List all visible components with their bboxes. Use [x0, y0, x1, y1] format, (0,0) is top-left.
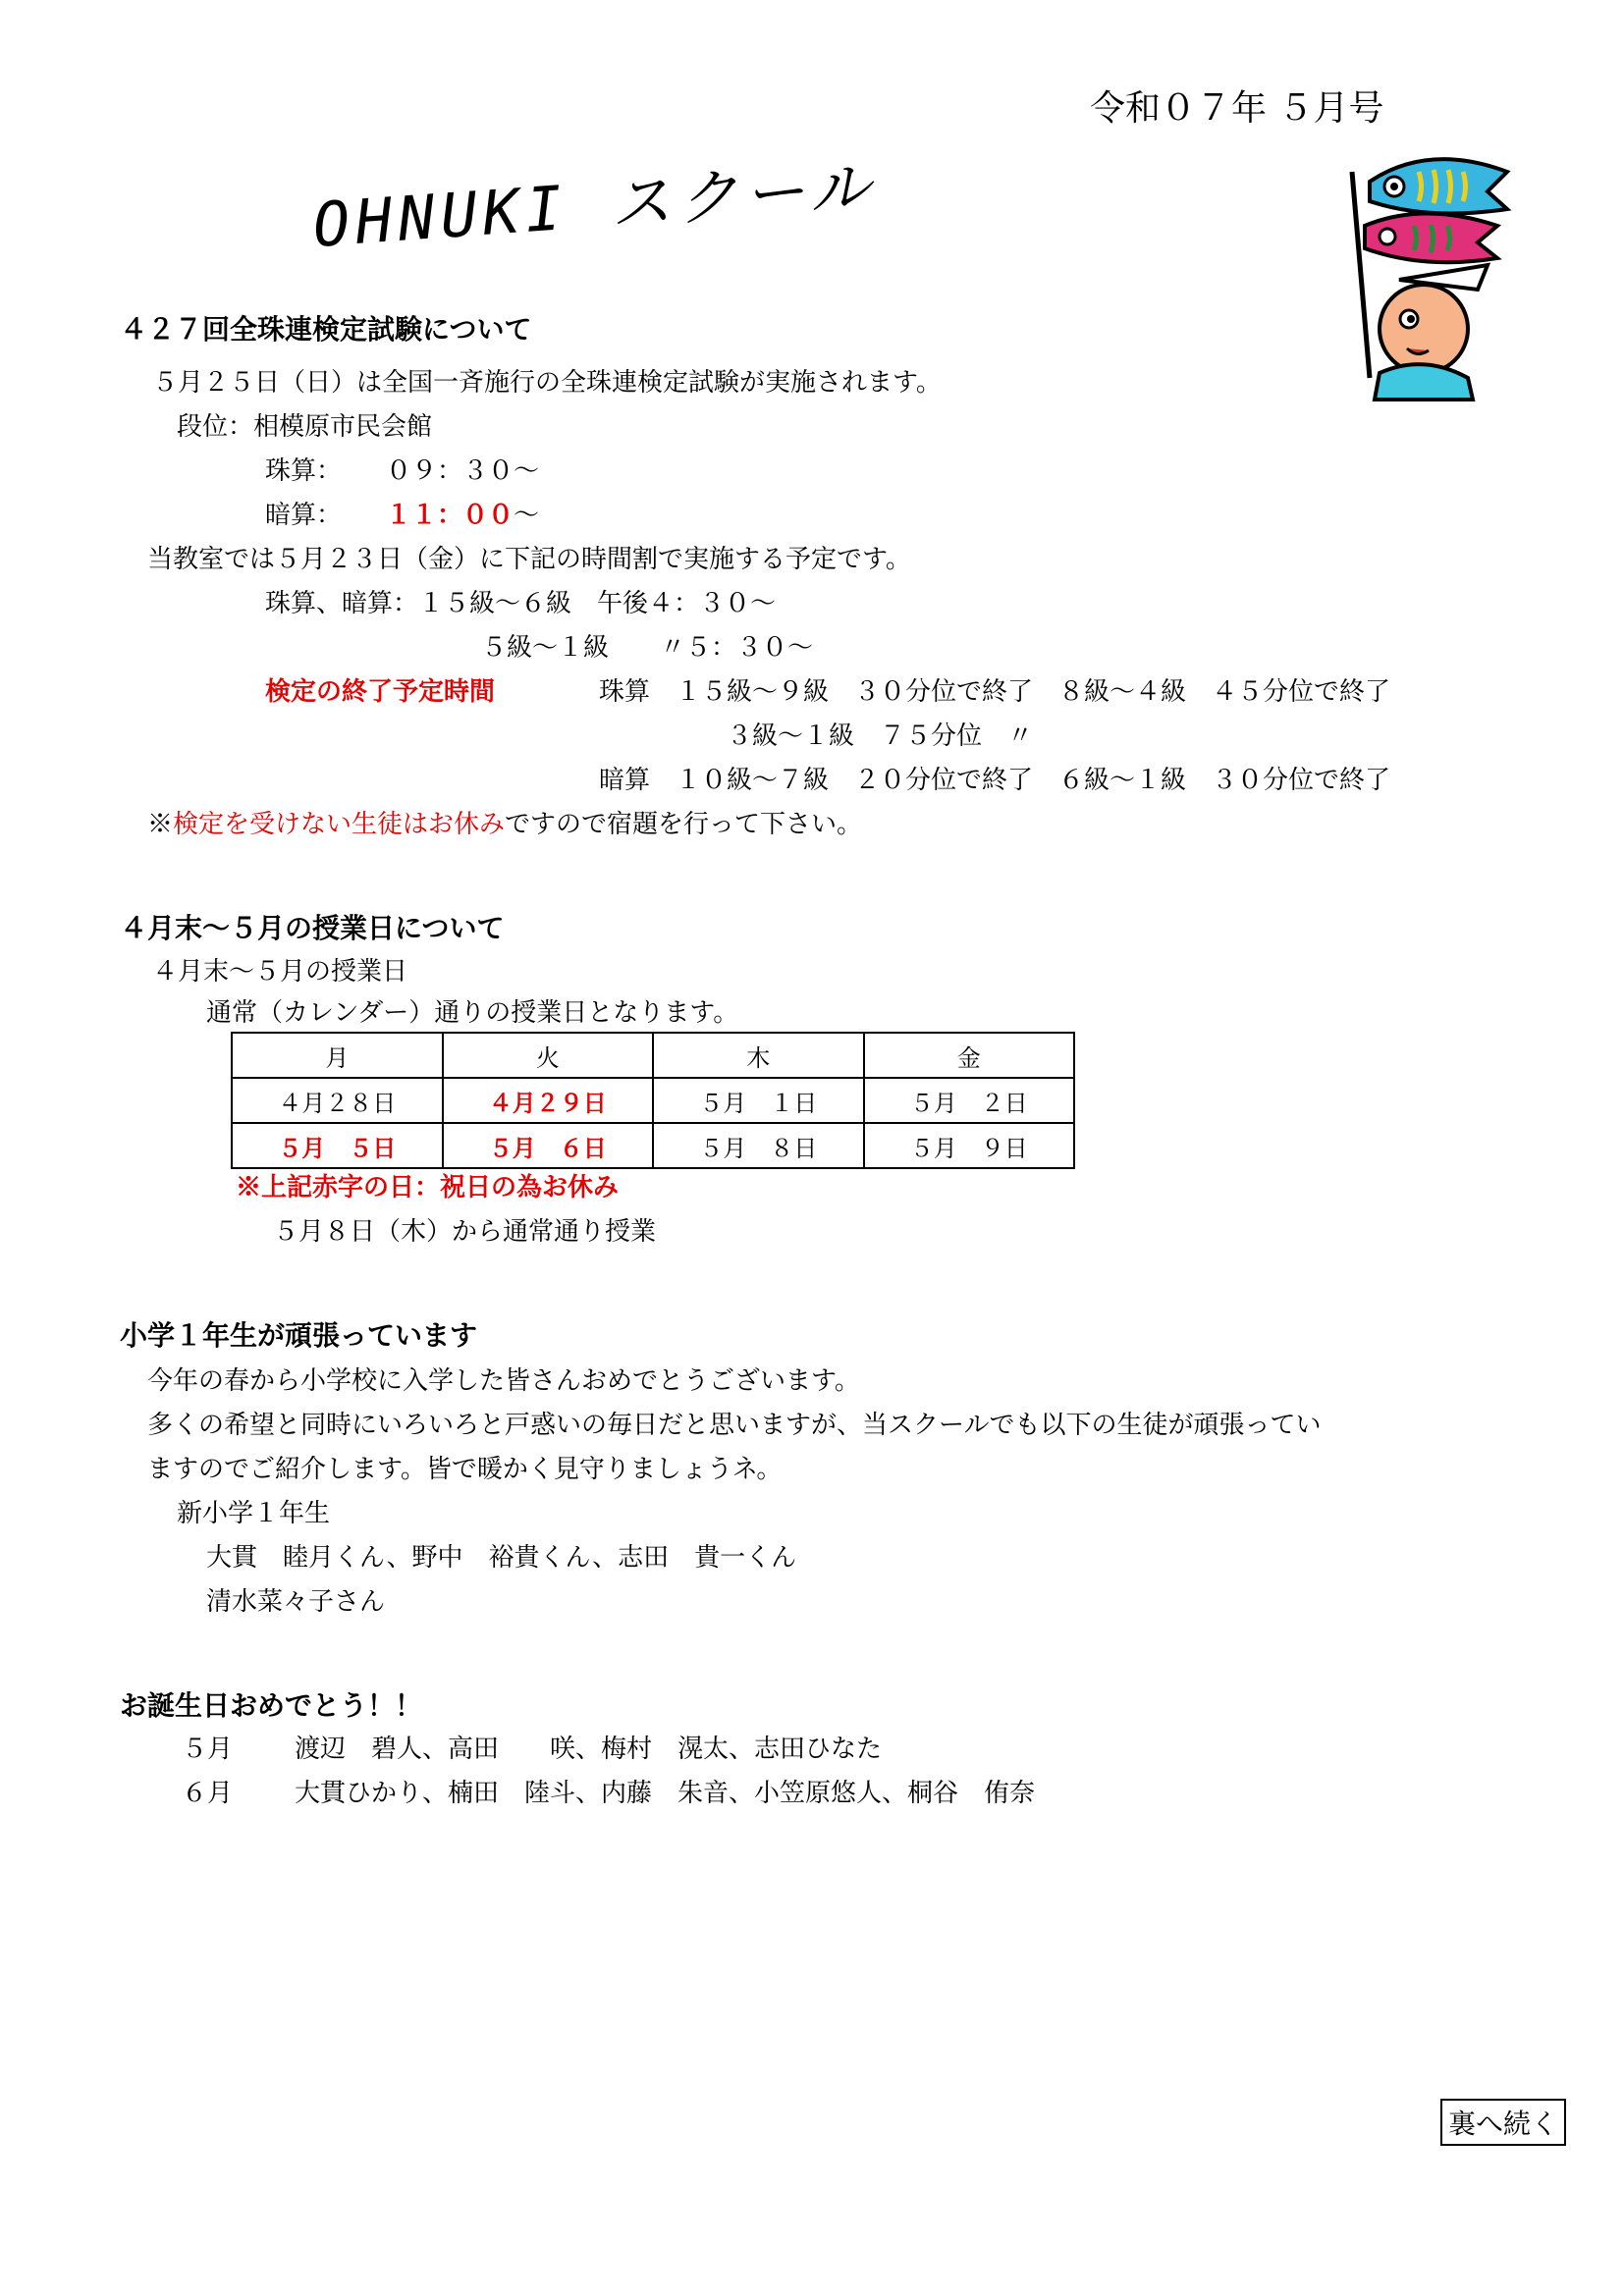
exam-note-rest: ですので宿題を行って下さい。	[505, 810, 863, 839]
exam-note-mark: ※	[147, 810, 174, 839]
exam-dan-venue: 段位：相模原市民会館	[177, 412, 433, 442]
table-cell: ５月 １日	[653, 1078, 864, 1123]
holiday-note: ※上記赤字の日：祝日の為お休み	[236, 1173, 620, 1202]
table-cell-holiday: ５月 ６日	[443, 1123, 654, 1168]
anzan-time: １１：００	[386, 501, 514, 530]
exam-note	[147, 810, 862, 839]
col-mon: 月	[232, 1033, 443, 1078]
birthday-may-names: 渡辺 碧人、高田 咲、梅村 滉太、志田ひなた	[295, 1735, 883, 1764]
first-grade-heading: 小学１年生が頑張っています	[120, 1319, 478, 1352]
classes-sub: ４月末～５月の授業日	[152, 957, 408, 987]
col-thu: 木	[653, 1033, 864, 1078]
classes-heading: ４月末～５月の授業日について	[120, 912, 505, 944]
exam-schedule-1: 珠算、暗算：１５級～６級 午後４：３０～	[265, 589, 777, 618]
first-grade-p1: 今年の春から小学校に入学した皆さんおめでとうございます。	[147, 1366, 860, 1396]
exam-anzan-time	[265, 501, 539, 530]
exam-shuzan-time	[265, 456, 539, 486]
school-logo: OHNUKI スクール	[310, 150, 879, 261]
first-grade-p2: 多くの希望と同時にいろいろと戸惑いの毎日だと思いますが、当スクールでも以下の生徒が頑張ってい	[147, 1411, 1322, 1440]
exam-local-intro: 当教室では５月２３日（金）に下記の時間割で実施する予定です。	[147, 545, 911, 574]
table-header-row	[232, 1033, 1074, 1078]
table-row	[232, 1123, 1074, 1168]
anzan-tilde: ～	[514, 501, 540, 530]
continue-on-back-label: 裏へ続く	[1440, 2099, 1566, 2146]
exam-heading: ４２７回全珠連検定試験について	[120, 313, 532, 346]
first-grade-p3: ますのでご紹介します。皆で暖かく見守りましょうネ。	[147, 1455, 783, 1484]
classes-line: 通常（カレンダー）通りの授業日となります。	[206, 998, 739, 1028]
first-grade-names-2: 清水菜々子さん	[206, 1587, 386, 1617]
table-cell: ５月 ２日	[864, 1078, 1075, 1123]
exam-end-anzan: 暗算 １０級～７級 ２０分位で終了 ６級～１級 ３０分位で終了	[599, 766, 1391, 795]
exam-end-shuzan-2: ３級～１級 ７５分位 〃	[727, 721, 1034, 751]
table-cell-holiday: ５月 ５日	[232, 1123, 443, 1168]
classes-resume: ５月８日（木）から通常通り授業	[273, 1217, 657, 1247]
table-cell: ４月２８日	[232, 1078, 443, 1123]
table-cell-holiday: ４月２９日	[443, 1078, 654, 1123]
shuzan-label: 珠算：	[265, 456, 343, 486]
class-calendar-table	[231, 1032, 1075, 1169]
first-grade-label: 新小学１年生	[177, 1499, 331, 1528]
anzan-label: 暗算：	[265, 501, 343, 530]
col-fri: 金	[864, 1033, 1075, 1078]
koinobori-boy-icon	[1340, 133, 1517, 402]
exam-intro: ５月２５日（日）は全国一斉施行の全珠連検定試験が実施されます。	[152, 368, 942, 398]
birthday-june-label: ６月	[182, 1779, 234, 1808]
birthday-may-label: ５月	[182, 1735, 234, 1764]
birthday-june-names: 大貫ひかり、楠田 陸斗、内藤 朱音、小笠原悠人、桐谷 侑奈	[295, 1779, 1036, 1808]
exam-note-red: 検定を受けない生徒はお休み	[173, 810, 506, 839]
table-cell: ５月 ９日	[864, 1123, 1075, 1168]
exam-end-label: 検定の終了予定時間	[265, 677, 496, 707]
birthday-heading: お誕生日おめでとう！！	[120, 1689, 423, 1722]
issue-date: 令和０７年 ５月号	[1090, 88, 1384, 129]
exam-schedule-2: ５級～１級 〃５：３０～	[481, 633, 814, 663]
exam-end-shuzan-1: 珠算 １５級～９級 ３０分位で終了 ８級～４級 ４５分位で終了	[599, 677, 1391, 707]
table-cell: ５月 ８日	[653, 1123, 864, 1168]
first-grade-names-1: 大貫 睦月くん、野中 裕貴くん、志田 貴一くん	[206, 1543, 797, 1573]
col-tue: 火	[443, 1033, 654, 1078]
shuzan-time: ０９：３０～	[386, 456, 540, 486]
table-row	[232, 1078, 1074, 1123]
